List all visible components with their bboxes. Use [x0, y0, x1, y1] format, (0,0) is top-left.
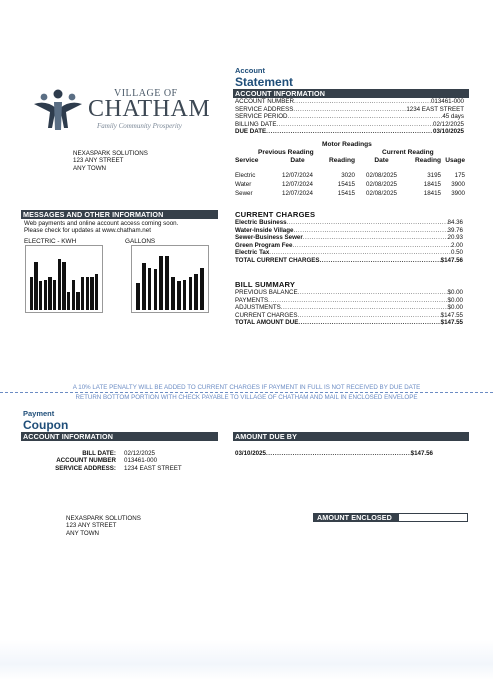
- chart-bar: [200, 268, 204, 310]
- chart-bar: [183, 280, 187, 310]
- account-info-value: 45 days: [442, 113, 464, 121]
- summary-label: CURRENT CHARGES: [235, 311, 298, 319]
- chart-bar: [194, 274, 198, 310]
- summary-value: $147.55: [440, 319, 463, 327]
- meter-usage: 175: [454, 172, 465, 179]
- coupon-customer-town: ANY TOWN: [66, 529, 100, 537]
- return-notice: RETURN BOTTOM PORTION WITH CHECK PAYABLE TO VILLAGE OF CHATHAM AND MAIL IN ENCLOSED ENVELOPE: [75, 394, 418, 401]
- account-info-label: DUE DATE: [235, 128, 267, 136]
- coupon-due-date: 03/10/2025: [235, 450, 266, 457]
- charge-row: [235, 227, 463, 235]
- account-info-value: 02/12/2025: [433, 120, 464, 128]
- messages-header: MESSAGES AND OTHER INFORMATION: [21, 210, 218, 219]
- meter-prev-reading: 15415: [337, 190, 355, 197]
- bill-date-value: 02/12/2025: [124, 450, 155, 457]
- chart-bar: [81, 277, 85, 310]
- chart-bar: [154, 269, 158, 310]
- summary-row: [235, 289, 463, 297]
- charge-row: [235, 257, 463, 265]
- summary-label: PAYMENTS: [235, 296, 269, 304]
- charge-row: [235, 219, 463, 227]
- coupon-account-number-row: [24, 457, 214, 464]
- messages-line1: Web payments and online account access coming soon.: [24, 220, 179, 227]
- summary-row: [235, 312, 463, 320]
- account-info-value: 013461-000: [430, 98, 464, 105]
- col-prev-date: Date: [290, 157, 305, 164]
- footer-band: [0, 640, 493, 680]
- logo-line2: CHATHAM: [88, 96, 211, 122]
- logo-line1: VILLAGE OF: [114, 88, 178, 99]
- account-number-value: 013461-000: [124, 457, 158, 465]
- account-info-label: SERVICE PERIOD: [235, 113, 288, 121]
- meter-readings-table: [235, 156, 465, 198]
- chart-bar: [90, 277, 94, 310]
- coupon-amount-header: AMOUNT DUE BY: [233, 432, 469, 441]
- col-prev-reading: Reading: [328, 157, 355, 164]
- messages-line2: Please check for updates at www.chatham.net: [24, 227, 151, 235]
- meter-header-row: [235, 156, 465, 165]
- service-address-label: SERVICE ADDRESS:: [55, 464, 116, 472]
- customer-town: ANY TOWN: [73, 164, 107, 172]
- account-number-label: ACCOUNT NUMBER: [56, 457, 116, 465]
- col-curr-reading: Reading: [414, 157, 441, 164]
- village-logo: [30, 88, 220, 136]
- gallons-chart-label: GALLONS: [125, 238, 156, 245]
- meter-row: [235, 180, 465, 189]
- account-info-row: [235, 128, 464, 136]
- meter-curr-date: 02/08/2025: [366, 181, 397, 188]
- meter-group-current: Current Reading: [382, 149, 434, 156]
- charge-label: Electric Business: [235, 219, 287, 226]
- charge-row: [235, 249, 463, 257]
- coupon-account-details: [24, 450, 214, 472]
- meter-row: [235, 171, 465, 180]
- charge-value: $147.56: [440, 256, 463, 264]
- account-info-value: 03/10/2025: [433, 128, 464, 136]
- meter-row: [235, 189, 465, 198]
- summary-value: $0.00: [447, 289, 463, 296]
- summary-row: [235, 297, 463, 305]
- charge-row: [235, 234, 463, 242]
- service-address-value: 1234 EAST STREET: [124, 464, 182, 472]
- coupon-bill-date-row: [24, 450, 214, 457]
- coupon-customer-street: 123 ANY STREET: [66, 522, 117, 530]
- chart-bar: [189, 277, 193, 310]
- meter-usage: 3900: [451, 190, 465, 197]
- logo-tagline: Family Community Prosperity: [97, 122, 182, 130]
- summary-value: $0.00: [447, 296, 463, 304]
- meter-service: Water: [235, 181, 252, 188]
- chart-bar: [148, 268, 152, 310]
- bill-summary-title: BILL SUMMARY: [235, 280, 296, 289]
- charge-row: [235, 242, 463, 250]
- meter-service: Sewer: [235, 190, 253, 197]
- summary-label: PREVIOUS BALANCE: [235, 289, 298, 296]
- coupon-heading-large: Coupon: [23, 418, 69, 432]
- chart-bar: [44, 280, 48, 310]
- meter-prev-reading: 15415: [337, 181, 355, 188]
- meter-prev-date: 12/07/2024: [282, 172, 313, 179]
- chart-bar: [53, 280, 57, 310]
- current-charges-title: CURRENT CHARGES: [235, 210, 316, 219]
- col-service: Service: [235, 157, 259, 164]
- chart-bar: [34, 262, 38, 310]
- chart-bar: [165, 256, 169, 310]
- chart-bar: [58, 259, 62, 310]
- late-penalty-notice: A 10% LATE PENALTY WILL BE ADDED TO CURRENT CHARGES IF PAYMENT IN FULL IS NOT RECEIVED BY DUE DATE: [72, 384, 421, 391]
- coupon-account-header: ACCOUNT INFORMATION: [21, 432, 218, 441]
- messages-text: [24, 220, 178, 235]
- account-info-header: ACCOUNT INFORMATION: [233, 89, 469, 98]
- meter-curr-reading: 18415: [423, 181, 441, 188]
- account-info-row: [235, 121, 464, 129]
- chart-bar: [86, 277, 90, 310]
- chart-bar: [136, 283, 140, 310]
- meter-curr-date: 02/08/2025: [366, 172, 397, 179]
- col-curr-date: Date: [374, 157, 389, 164]
- charge-value: 20.93: [447, 234, 463, 242]
- summary-row: [235, 319, 463, 327]
- charge-value: 39.76: [447, 226, 463, 234]
- account-info-value: 1234 EAST STREET: [406, 105, 464, 113]
- current-charges-list: [235, 219, 463, 265]
- chart-bar: [177, 281, 181, 310]
- electric-usage-chart: [25, 245, 103, 313]
- coupon-due-row: [235, 450, 433, 458]
- chart-bar: [62, 262, 66, 310]
- statement-heading-small: Account: [235, 66, 265, 75]
- chart-bar: [67, 292, 71, 310]
- coupon-customer-address: [66, 515, 141, 537]
- chart-bar: [76, 292, 80, 310]
- coupon-due-amount: $147.56: [410, 450, 433, 457]
- charge-value: 2.00: [450, 241, 463, 249]
- summary-value: $0.00: [447, 304, 463, 312]
- charge-value: 84.36: [447, 219, 463, 226]
- chart-bar: [159, 256, 163, 310]
- coupon-heading-small: Payment: [23, 409, 55, 418]
- amount-enclosed-label: AMOUNT ENCLOSED: [313, 513, 398, 522]
- bill-summary-list: [235, 289, 463, 327]
- account-info-row: [235, 98, 464, 106]
- people-emblem-icon: [30, 88, 86, 132]
- chart-bar: [48, 277, 52, 310]
- chart-bar: [142, 263, 146, 310]
- customer-name: NEXASPARK SOLUTIONS: [73, 150, 148, 157]
- coupon-service-address-row: [24, 465, 214, 472]
- chart-bar: [39, 281, 43, 310]
- customer-address: [73, 150, 148, 172]
- summary-label: ADJUSTMENTS: [235, 304, 281, 312]
- chart-bar: [72, 280, 76, 310]
- statement-heading-large: Statement: [235, 75, 294, 89]
- account-info-row: [235, 113, 464, 121]
- charge-label: Green Program Fee: [235, 241, 293, 249]
- charge-label: TOTAL CURRENT CHARGES: [235, 256, 320, 264]
- meter-curr-date: 02/08/2025: [366, 190, 397, 197]
- charge-label: Electric Tax: [235, 249, 270, 257]
- charge-value: 0.50: [450, 249, 463, 257]
- meter-curr-reading: 3195: [427, 172, 441, 179]
- meter-prev-date: 12/07/2024: [282, 181, 313, 188]
- coupon-customer-name: NEXASPARK SOLUTIONS: [66, 515, 141, 522]
- account-info-row: [235, 106, 464, 114]
- meter-service: Electric: [235, 172, 256, 179]
- meter-curr-reading: 18415: [423, 190, 441, 197]
- amount-enclosed-input[interactable]: [398, 513, 468, 522]
- charge-label: Sewer-Business Sewer: [235, 234, 303, 242]
- chart-bar: [171, 277, 175, 310]
- col-usage: Usage: [445, 157, 465, 164]
- bill-date-label: BILL DATE:: [82, 450, 116, 457]
- meter-prev-date: 12/07/2024: [282, 190, 313, 197]
- meter-usage: 3900: [451, 181, 465, 188]
- summary-row: [235, 304, 463, 312]
- account-info-list: [235, 98, 464, 136]
- customer-street: 123 ANY STREET: [73, 157, 124, 165]
- summary-value: $147.55: [440, 311, 463, 319]
- water-usage-chart: [131, 245, 209, 313]
- account-info-label: ACCOUNT NUMBER: [235, 98, 295, 105]
- chart-bar: [30, 277, 34, 310]
- meter-prev-reading: 3020: [341, 172, 355, 179]
- chart-bar: [95, 274, 99, 310]
- electric-chart-label: ELECTRIC - KWH: [24, 238, 77, 245]
- account-info-label: SERVICE ADDRESS: [235, 105, 294, 113]
- meter-title: Motor Readings: [322, 141, 372, 148]
- account-info-label: BILLING DATE: [235, 120, 277, 128]
- meter-group-previous: Previous Reading: [258, 149, 314, 156]
- summary-label: TOTAL AMOUNT DUE: [235, 319, 299, 327]
- charge-label: Water-Inside Village: [235, 226, 294, 234]
